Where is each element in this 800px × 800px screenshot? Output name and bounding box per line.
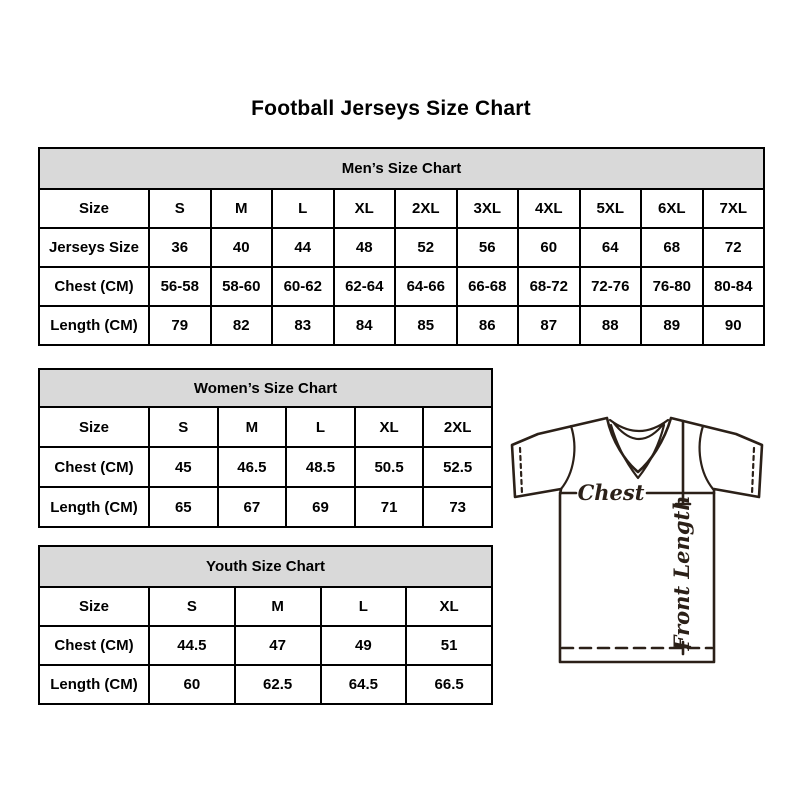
table-cell: XL (334, 189, 396, 228)
armhole-seam-right (700, 426, 713, 489)
table-cell: 85 (395, 306, 457, 345)
table-cell: 84 (334, 306, 396, 345)
chest-label: Chest (577, 480, 645, 505)
table-cell: 49 (321, 626, 407, 665)
table-cell: 73 (423, 487, 492, 527)
row-label-cell: Size (39, 587, 149, 626)
table-cell: 40 (211, 228, 273, 267)
page-title: Football Jerseys Size Chart (251, 97, 531, 120)
table-cell: 79 (149, 306, 211, 345)
table-cell: 67 (218, 487, 287, 527)
table-cell: 50.5 (355, 447, 424, 487)
sleeve-cuff-dash-left (520, 448, 522, 494)
table-title: Youth Size Chart (39, 546, 492, 587)
table-cell: 87 (518, 306, 580, 345)
table-cell: S (149, 587, 235, 626)
row-label-cell: Size (39, 189, 149, 228)
table-cell: XL (355, 407, 424, 447)
table-cell: 71 (355, 487, 424, 527)
table-row (39, 587, 492, 626)
table-cell: 4XL (518, 189, 580, 228)
table-row (39, 267, 764, 306)
table-cell: M (211, 189, 273, 228)
table-cell: 82 (211, 306, 273, 345)
table-cell: 2XL (395, 189, 457, 228)
row-label-cell: Length (CM) (39, 487, 149, 527)
row-label-cell: Length (CM) (39, 665, 149, 704)
table-cell: 5XL (580, 189, 642, 228)
table-cell: 48.5 (286, 447, 355, 487)
youth-size-chart-table (38, 545, 493, 705)
row-label-cell: Length (CM) (39, 306, 149, 345)
table-row (39, 487, 492, 527)
mens-size-chart-table (38, 147, 765, 346)
table-title: Men’s Size Chart (39, 148, 764, 189)
row-label-cell: Chest (CM) (39, 447, 149, 487)
table-cell: 80-84 (703, 267, 765, 306)
table-cell: S (149, 407, 218, 447)
table-title: Women’s Size Chart (39, 369, 492, 407)
table-cell: 62.5 (235, 665, 321, 704)
table-cell: 52 (395, 228, 457, 267)
table-row (39, 665, 492, 704)
table-cell: 52.5 (423, 447, 492, 487)
row-label-cell: Chest (CM) (39, 267, 149, 306)
table-cell: 51 (406, 626, 492, 665)
table-cell: L (286, 407, 355, 447)
table-cell: 83 (272, 306, 334, 345)
table-cell: L (272, 189, 334, 228)
table-cell: 66.5 (406, 665, 492, 704)
jersey-outline (512, 418, 762, 662)
table-cell: 66-68 (457, 267, 519, 306)
table-cell: 76-80 (641, 267, 703, 306)
table-cell: 46.5 (218, 447, 287, 487)
table-cell: 3XL (457, 189, 519, 228)
table-row (39, 228, 764, 267)
table-cell: 6XL (641, 189, 703, 228)
collar-band-lines (610, 420, 668, 439)
table-cell: 60 (518, 228, 580, 267)
table-cell: S (149, 189, 211, 228)
table-cell: 88 (580, 306, 642, 345)
womens-size-chart-table (38, 368, 493, 528)
table-cell: 72-76 (580, 267, 642, 306)
table-cell: 69 (286, 487, 355, 527)
table-cell: 90 (703, 306, 765, 345)
table-cell: 36 (149, 228, 211, 267)
table-cell: 47 (235, 626, 321, 665)
table-row (39, 447, 492, 487)
jersey-measurement-diagram (504, 396, 776, 698)
table-row (39, 407, 492, 447)
row-label-cell: Jerseys Size (39, 228, 149, 267)
table-cell: 65 (149, 487, 218, 527)
table-cell: 89 (641, 306, 703, 345)
table-cell: 48 (334, 228, 396, 267)
table-cell: 72 (703, 228, 765, 267)
table-cell: 86 (457, 306, 519, 345)
table-cell: 64.5 (321, 665, 407, 704)
table-cell: 7XL (703, 189, 765, 228)
table-cell: 44 (272, 228, 334, 267)
table-cell: 64-66 (395, 267, 457, 306)
table-cell: 56-58 (149, 267, 211, 306)
table-cell: 2XL (423, 407, 492, 447)
table-cell: XL (406, 587, 492, 626)
table-cell: L (321, 587, 407, 626)
table-cell: 58-60 (211, 267, 273, 306)
table-row (39, 626, 492, 665)
front-length-label: Front Length (669, 495, 694, 651)
table-cell: 60 (149, 665, 235, 704)
table-cell: 62-64 (334, 267, 396, 306)
table-row (39, 306, 764, 345)
table-cell: M (235, 587, 321, 626)
table-cell: 68-72 (518, 267, 580, 306)
row-label-cell: Size (39, 407, 149, 447)
table-cell: 68 (641, 228, 703, 267)
row-label-cell: Chest (CM) (39, 626, 149, 665)
table-cell: M (218, 407, 287, 447)
armhole-seam-left (561, 426, 574, 489)
table-row (39, 189, 764, 228)
table-cell: 44.5 (149, 626, 235, 665)
table-cell: 64 (580, 228, 642, 267)
table-cell: 56 (457, 228, 519, 267)
table-cell: 60-62 (272, 267, 334, 306)
sleeve-cuff-dash-right (752, 448, 754, 494)
table-cell: 45 (149, 447, 218, 487)
